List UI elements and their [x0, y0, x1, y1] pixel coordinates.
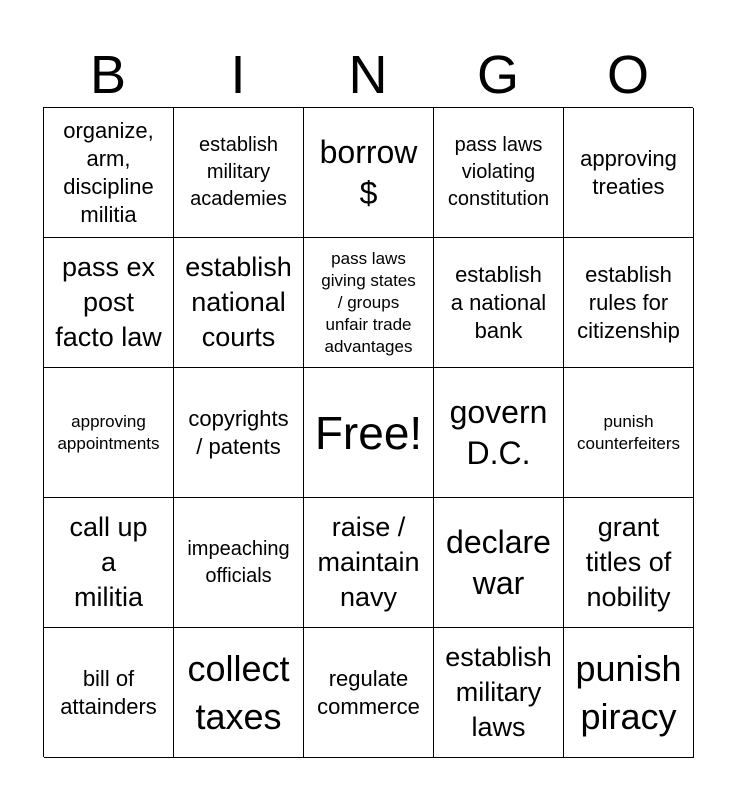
bingo-cell-r1-c3[interactable] [304, 108, 434, 238]
bingo-board [43, 107, 693, 757]
cell-text: organize, arm, discipline militia [63, 117, 154, 227]
bingo-cell-r5-c2[interactable] [174, 628, 304, 758]
header-letter-o: O [606, 45, 649, 105]
cell-text: copyrights / patents [188, 405, 289, 459]
bingo-cell-r5-c5[interactable] [564, 628, 694, 758]
bingo-cell-r2-c3[interactable] [304, 238, 434, 368]
header-letter-n: N [348, 45, 388, 105]
header-letter-b: B [89, 45, 127, 105]
bingo-cell-r4-c2[interactable] [174, 498, 304, 628]
cell-text: bill of attainders [60, 665, 157, 719]
bingo-cell-r4-c1[interactable] [44, 498, 174, 628]
bingo-cell-r2-c2[interactable] [174, 238, 304, 368]
cell-text: approving appointments [57, 411, 160, 453]
bingo-header [43, 44, 693, 106]
bingo-cell-r4-c5[interactable] [564, 498, 694, 628]
cell-text: approving treaties [580, 145, 677, 199]
cell-text: pass ex post facto law [55, 252, 162, 352]
bingo-cell-r1-c1[interactable] [44, 108, 174, 238]
cell-text: pass laws violating constitution [447, 134, 550, 210]
cell-text: grant titles of nobility [585, 512, 672, 612]
bingo-cell-r3-c1[interactable] [44, 368, 174, 498]
bingo-cell-r1-c2[interactable] [174, 108, 304, 238]
cell-text: borrow $ [319, 133, 418, 211]
bingo-cell-r5-c4[interactable] [434, 628, 564, 758]
cell-text: establish rules for citizenship [577, 261, 680, 343]
cell-text: call up a militia [69, 512, 148, 612]
free-space-text: Free! [314, 406, 423, 459]
bingo-cell-r5-c3[interactable] [304, 628, 434, 758]
bingo-cell-r4-c3[interactable] [304, 498, 434, 628]
bingo-cell-r3-c5[interactable] [564, 368, 694, 498]
cell-text: punish counterfeiters [577, 411, 680, 453]
bingo-cell-r2-c5[interactable] [564, 238, 694, 368]
bingo-cell-r2-c4[interactable] [434, 238, 564, 368]
bingo-cell-r5-c1[interactable] [44, 628, 174, 758]
cell-text: establish military academies [190, 134, 287, 210]
cell-text: regulate commerce [317, 665, 420, 719]
cell-text: establish military laws [445, 642, 552, 742]
cell-text: pass laws giving states / groups unfair trade advantages [321, 248, 416, 356]
cell-text: establish national courts [185, 252, 292, 352]
bingo-cell-r1-c4[interactable] [434, 108, 564, 238]
bingo-cell-r2-c1[interactable] [44, 238, 174, 368]
bingo-cell-r1-c5[interactable] [564, 108, 694, 238]
cell-text: collect taxes [187, 647, 290, 737]
cell-text: establish a national bank [450, 261, 547, 343]
cell-text: declare war [446, 523, 551, 601]
header-letter-i: I [230, 45, 246, 105]
header-letter-g: G [476, 45, 519, 105]
bingo-cell-r3-c2[interactable] [174, 368, 304, 498]
cell-text: impeaching officials [187, 537, 290, 587]
cell-text: govern D.C. [449, 393, 548, 471]
cell-text: punish piracy [575, 647, 682, 737]
bingo-cell-r4-c4[interactable] [434, 498, 564, 628]
cell-text: raise / maintain navy [317, 512, 420, 612]
bingo-cell-r3-c4[interactable] [434, 368, 564, 498]
bingo-cell-r3-c3[interactable] [304, 368, 434, 498]
